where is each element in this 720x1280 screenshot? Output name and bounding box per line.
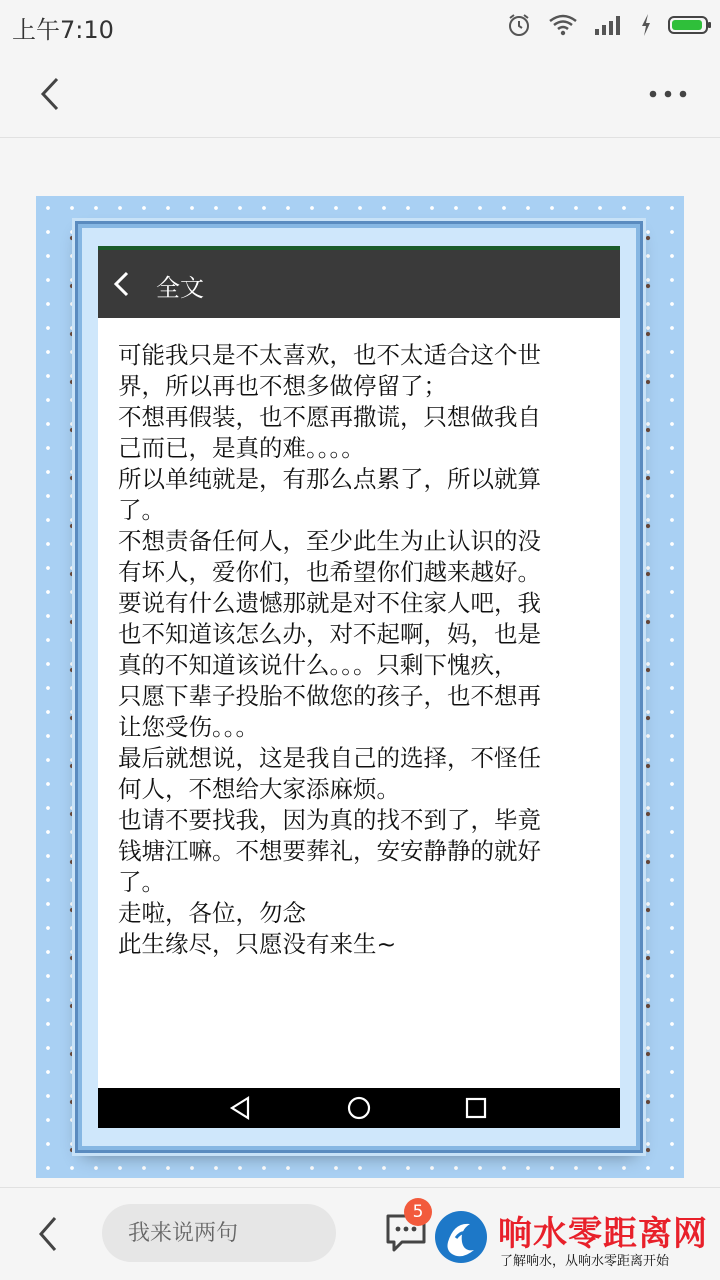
text-line: 要说有什么遗憾那就是对不住家人吧，我 [118,589,541,617]
text-line: 此生缘尽，只愿没有来生~ [118,930,397,958]
chevron-left-icon [38,76,62,112]
comment-count-badge: 5 [404,1198,432,1226]
text-line: 了。 [118,868,165,896]
watermark-title: 响水零距离网 [498,1214,708,1254]
screenshot-title: 全文 [156,274,204,302]
text-line: 不想责备任何人，至少此生为止认识的没 [118,527,541,555]
screenshot-header [98,246,620,318]
battery-icon [668,16,708,34]
back-button[interactable] [26,70,74,118]
text-line: 只愿下辈子投胎不做您的孩子，也不想再 [118,682,541,710]
more-button[interactable] [640,70,696,118]
more-dots-icon [648,89,688,99]
charging-icon [640,13,652,37]
text-line: 不想再假装，也不愿再撒谎，只想做我自 [118,403,541,431]
nav-home-circle-icon [345,1094,373,1122]
signal-icon [594,13,624,37]
post-image[interactable] [36,196,684,1178]
chevron-left-icon [112,270,130,298]
status-time: 上午7:10 [12,16,114,44]
text-line: 界，所以再也不想多做停留了； [118,372,447,400]
text-line: 最后就想说，这是我自己的选择，不怪任 [118,744,541,772]
alarm-icon [506,12,532,38]
embedded-phone-screenshot [98,246,620,1128]
wifi-icon [548,13,578,37]
battery-fill [672,20,702,30]
site-logo-icon [432,1208,490,1266]
screenshot-back-icon-wrap [112,268,142,300]
screenshot-text [118,340,608,960]
text-line: 所以单纯就是，有那么点累了，所以就算 [118,465,541,493]
text-line: 真的不知道该说什么。。。只剩下愧疚， [118,651,518,679]
text-line: 钱塘江嘛。不想要葬礼，安安静静的就好 [118,837,541,865]
nav-back-triangle-icon [226,1094,254,1122]
watermark-subtitle: 了解响水，从响水零距离开始 [500,1254,670,1269]
top-nav [0,50,720,138]
status-bar [0,0,720,50]
text-line: 己而已，是真的难。。。。 [118,434,365,462]
text-line: 何人，不想给大家添麻烦。 [118,775,400,803]
screenshot-body [98,318,620,1088]
screenshot-nav-bar [98,1088,620,1128]
site-watermark [432,1200,720,1280]
bottom-back-button[interactable] [36,1212,76,1256]
text-line: 也不知道该怎么办，对不起啊，妈，也是 [118,620,541,648]
chevron-left-icon [36,1215,60,1253]
text-line: 了。 [118,496,165,524]
status-icons [506,10,708,40]
text-line: 可能我只是不太喜欢，也不太适合这个世 [118,341,541,369]
text-line: 走啦，各位，勿念 [118,899,306,927]
text-line: 也请不要找我，因为真的找不到了，毕竟 [118,806,541,834]
comment-input[interactable] [102,1204,336,1262]
nav-recents-square-icon [462,1094,490,1122]
text-line: 让您受伤。。。 [118,713,259,741]
text-line: 有坏人，爱你们，也希望你们越来越好。 [118,558,541,586]
